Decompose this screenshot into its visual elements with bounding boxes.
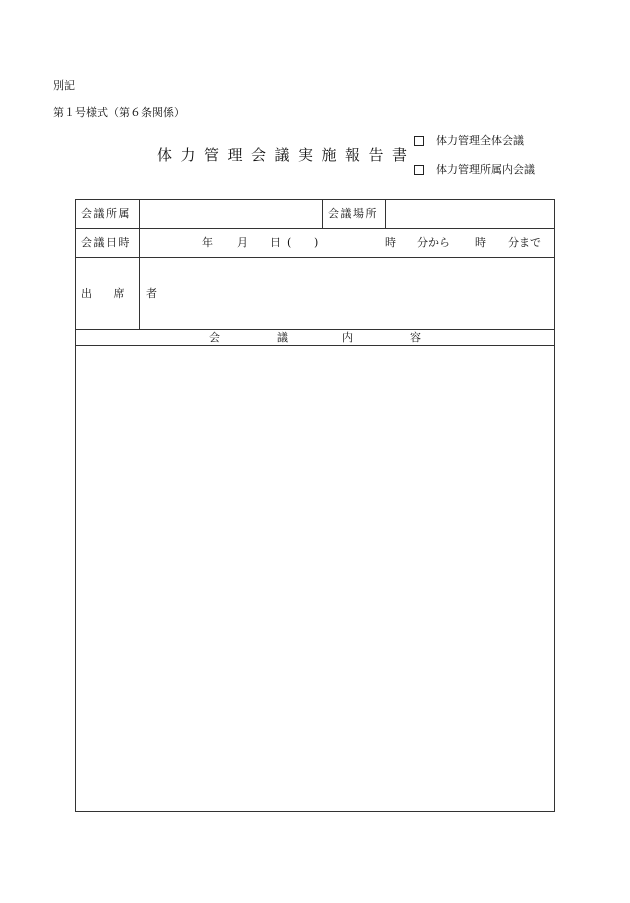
annex-label: 別記 <box>53 79 75 92</box>
meeting-place-field[interactable] <box>387 201 552 227</box>
end-hour-label: 時 <box>475 236 486 249</box>
row-divider-1 <box>75 228 554 229</box>
place-label-divider <box>385 199 386 228</box>
start-hour-label: 時 <box>385 236 396 249</box>
meeting-place-label: 会議場所 <box>328 207 378 220</box>
end-minute-label: 分まで <box>508 236 541 249</box>
attendees-field[interactable] <box>141 259 552 328</box>
year-label: 年 <box>202 236 213 249</box>
page-title: 体力管理会議実施報告書 <box>157 146 416 164</box>
start-minute-label: 分から <box>417 236 450 249</box>
content-header-char-2: 議 <box>277 331 288 344</box>
row-divider-4 <box>75 345 554 346</box>
option-department-meeting[interactable] <box>414 164 535 175</box>
label-column-divider <box>139 199 140 329</box>
row-divider-3 <box>75 329 554 330</box>
checkbox-overall-meeting[interactable] <box>414 136 424 146</box>
content-header-char-4: 容 <box>410 331 421 344</box>
meeting-content-field[interactable] <box>77 347 552 809</box>
option-overall-meeting-label: 体力管理全体会議 <box>436 134 524 147</box>
meeting-department-label: 会議所属 <box>81 207 131 220</box>
option-overall-meeting[interactable] <box>414 135 524 146</box>
content-header-char-1: 会 <box>209 331 220 344</box>
month-label: 月 <box>237 236 248 249</box>
day-label: 日 <box>270 236 281 249</box>
department-value-divider <box>322 199 323 228</box>
meeting-datetime-label: 会議日時 <box>81 236 131 249</box>
content-header-char-3: 内 <box>342 331 353 344</box>
attendees-label: 出 席 者 <box>81 287 166 300</box>
form-number: 第１号様式（第６条関係） <box>53 106 185 119</box>
option-department-meeting-label: 体力管理所属内会議 <box>436 163 535 176</box>
checkbox-department-meeting[interactable] <box>414 165 424 175</box>
row-divider-2 <box>75 257 554 258</box>
weekday-paren-close: ) <box>314 236 319 249</box>
weekday-paren-open: ( <box>287 236 292 249</box>
meeting-department-field[interactable] <box>141 201 321 227</box>
